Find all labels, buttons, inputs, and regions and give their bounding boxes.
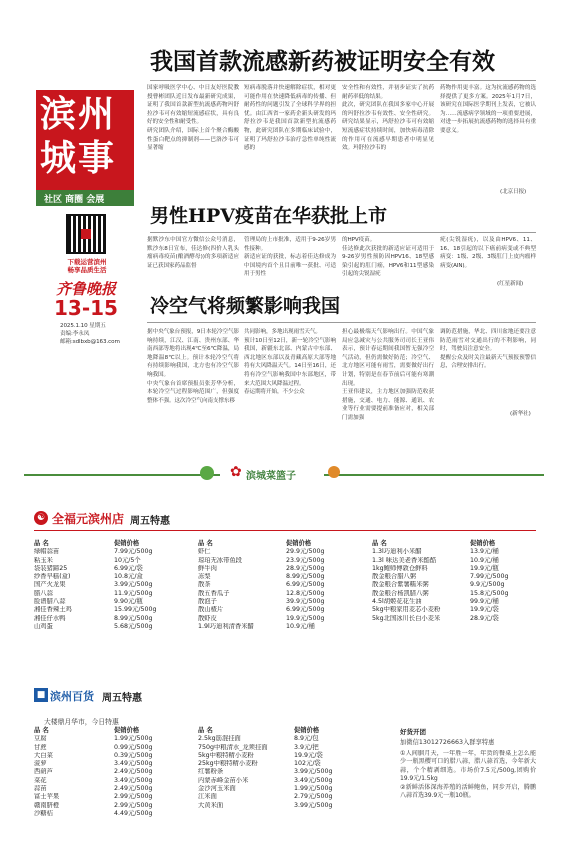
table-row bbox=[198, 735, 366, 743]
item-price: 8.9元/包 bbox=[294, 735, 319, 743]
item-price: 6.99元/袋 bbox=[114, 564, 143, 572]
item-price: 39.9元/500g bbox=[286, 598, 325, 606]
store2-note: 大楼鼎月华市，今日特惠 bbox=[44, 718, 119, 726]
item-name: 散金粮合腊八粥 bbox=[372, 573, 417, 581]
store2-logo-icon: ■ bbox=[34, 688, 48, 702]
item-name: 金沙河玉米面 bbox=[198, 785, 236, 793]
item-price: 3.9元/把 bbox=[294, 743, 319, 751]
item-price: 13.9元/桶 bbox=[470, 548, 499, 556]
qr-code[interactable] bbox=[66, 214, 106, 254]
store1-rule bbox=[34, 530, 536, 531]
item-name: 湘佳仔水鸭 bbox=[34, 614, 66, 622]
item-price: 19.9元/袋 bbox=[294, 751, 323, 759]
table-row bbox=[34, 557, 194, 565]
basket-banner bbox=[24, 458, 544, 492]
item-name: 菜花 bbox=[34, 776, 47, 784]
item-price: 2.49元/500g bbox=[114, 768, 153, 776]
article3-rule bbox=[147, 322, 536, 323]
item-name: 25kg中粮特精小麦粉 bbox=[198, 760, 258, 768]
table-row bbox=[198, 615, 358, 623]
item-price: 8.99元/500g bbox=[114, 614, 153, 622]
item-name: 1.3l巧迪利小米醋 bbox=[372, 548, 422, 556]
table-row bbox=[198, 777, 366, 785]
header-price: 促销价格 bbox=[114, 540, 140, 547]
article3-col4: 调防范措施，华北、四川盆地还要注意防范雨雪对交通出行的不利影响，同时，驾驶员注意安全。 提醒公众及时关注最新天气预报预警信息，合理安排出行。 bbox=[440, 329, 536, 370]
item-price: 2.79元/500g bbox=[294, 793, 333, 801]
item-name: 5kg中粮家用麦芯小麦粉 bbox=[372, 606, 441, 614]
table-row bbox=[34, 590, 194, 598]
table-row bbox=[198, 623, 358, 631]
item-price: 2.49元/500g bbox=[114, 785, 153, 793]
header-name: 品 名 bbox=[198, 727, 213, 734]
item-price: 28.9元/500g bbox=[286, 564, 325, 572]
paper-name-logo: 齐鲁晚报 bbox=[56, 280, 117, 298]
store1-table-col3 bbox=[372, 540, 538, 623]
table-row bbox=[34, 777, 194, 785]
item-name: 大白菜 bbox=[34, 751, 53, 759]
header-name: 品 名 bbox=[34, 540, 49, 547]
store1-special: 周五特惠 bbox=[130, 516, 170, 527]
article2-col1: 据默沙东中国官方微信公众号消息，默沙东8日宣布，佳达修(四价人乳头瘤病毒疫苗(酿酒酵母))的多项新适应证已获国家药品监督 bbox=[147, 237, 239, 269]
item-name: 散虾皮 bbox=[198, 614, 217, 622]
item-name: 5kg中粮特精小麦粉 bbox=[198, 751, 254, 759]
item-name: 山鸡蛋 bbox=[34, 622, 53, 630]
masthead-word: 城事 bbox=[40, 137, 117, 179]
basket-icon: ✿ bbox=[230, 464, 242, 480]
table-row bbox=[198, 573, 358, 581]
item-name: 脸谱腊八蒜 bbox=[34, 598, 66, 606]
header-name: 品 名 bbox=[198, 540, 213, 547]
masthead-panel bbox=[34, 82, 138, 344]
store1-logo-icon: ☯ bbox=[34, 511, 48, 525]
article2-title: 男性HPV疫苗在华获批上市 bbox=[150, 205, 387, 227]
email: 邮箱:sdlbxb@163.com bbox=[60, 339, 120, 345]
item-price: 5.68元/500g bbox=[114, 622, 153, 630]
table-header-row bbox=[372, 540, 538, 548]
item-price: 19.9元/袋 bbox=[470, 606, 499, 614]
article2-col4: 疣(尖锐湿疣)，以及由HPV6、11、16、18引起的以下癌前病变或不典型病变：1级、2级、3级肛门上皮内瘤样病变(AIN)。 bbox=[440, 237, 536, 269]
item-price: 15.8元/500g bbox=[470, 589, 509, 597]
item-price: 15.99元/500g bbox=[114, 606, 157, 614]
item-name: 西葫芦 bbox=[34, 768, 53, 776]
item-price: 3.99元/500g bbox=[294, 801, 333, 809]
article3-col2: 共同影响，多地出现雨雪天气。 预计10日至12日，新一轮冷空气影响我国，新疆东北部、内蒙古中东部、西北地区东部以及青藏高原大部等地将有大风降温天气。14日至16日，还将有冷空气影响我国中东部地区，带来大范围大风降温过程。 春运期将开始，不少公众 bbox=[244, 329, 336, 396]
page-number: 13-15 bbox=[54, 296, 118, 320]
table-row bbox=[34, 623, 194, 631]
store1-table-col1 bbox=[34, 540, 194, 631]
article2-source: (红星新闻) bbox=[497, 281, 524, 287]
table-row bbox=[34, 802, 194, 810]
article1-source: (北京日报) bbox=[500, 189, 527, 195]
item-price: 9.9元/500g bbox=[470, 581, 505, 589]
table-row bbox=[198, 565, 358, 573]
article3-title: 冷空气将频繁影响我国 bbox=[150, 295, 341, 317]
table-row bbox=[372, 548, 538, 556]
item-name: 菠萝 bbox=[34, 760, 47, 768]
store1-table-col2 bbox=[198, 540, 358, 631]
store2-tuan-text: ①人间胭月天，一年胜一年，年货的餐桌上怎么能少一瓶黑樱可口的腊八蒜，腊八蒜首选，今年新大蒜，个个精剥细选。市场价7.5元/500g,团购价19.9元/1.5kg ②新鲜活体深海养殖的活鲜鲍鱼，同步开启，腾鹏八蒜首选39.9元一瓶10瓶。 bbox=[400, 750, 536, 800]
item-price: 1.99元/500g bbox=[114, 735, 153, 743]
editor: 责编:李永凤 bbox=[60, 331, 90, 337]
item-name: 沙糖桔 bbox=[34, 809, 53, 817]
item-name: 冻梨 bbox=[198, 573, 211, 581]
item-price: 19.9元/500g bbox=[286, 614, 325, 622]
item-price: 102元/袋 bbox=[294, 760, 321, 768]
item-name: 江米面 bbox=[198, 793, 217, 801]
item-name: 大黄米面 bbox=[198, 801, 224, 809]
table-row bbox=[34, 565, 194, 573]
item-name: 蒜苗 bbox=[34, 785, 47, 793]
item-price: 10.9元/桶 bbox=[286, 622, 315, 630]
header-price: 促销价格 bbox=[114, 727, 140, 734]
item-name: 纱香早糕(盒) bbox=[34, 573, 71, 581]
item-name: 腊八蒜 bbox=[34, 589, 53, 597]
article2-col3: 的HPV疫苗。 佳达修此次获批的新适应证可适用于9-26岁男性预防因HPV16、18型感染引起的肛门癌，HPV6和11型感染引起的尖锐湿疣 bbox=[342, 237, 434, 278]
item-price: 29.9元/500g bbox=[286, 548, 325, 556]
item-name: 富士苹果 bbox=[34, 793, 60, 801]
store2-special: 周五特惠 bbox=[102, 693, 142, 704]
item-name: 750g中粮清水_龙须挂面 bbox=[198, 743, 268, 751]
item-name: 国产火龙果 bbox=[34, 581, 66, 589]
item-name: 散泡子 bbox=[198, 598, 217, 606]
item-price: 3.49元/500g bbox=[294, 776, 333, 784]
table-row bbox=[198, 548, 358, 556]
header-price: 促销价格 bbox=[470, 540, 496, 547]
qr-caption: 下载运营滨州 畅享品质生活 bbox=[67, 258, 107, 274]
table-row bbox=[372, 606, 538, 614]
store2-table-col1 bbox=[34, 727, 194, 818]
item-price: 2.99元/500g bbox=[114, 801, 153, 809]
item-price: 6.99元/500g bbox=[286, 606, 325, 614]
item-name: 鲜牛肉 bbox=[198, 564, 217, 572]
item-price: 10元/5个 bbox=[114, 556, 141, 564]
article2-rule bbox=[150, 232, 536, 233]
item-name: 散五香瓜子 bbox=[198, 589, 230, 597]
table-row bbox=[34, 735, 194, 743]
table-row bbox=[372, 557, 538, 565]
item-name: 袋装猪蹄25 bbox=[34, 564, 68, 572]
table-row bbox=[34, 752, 194, 760]
masthead-section: 社区 商圈 会展 bbox=[44, 195, 105, 205]
masthead-city: 滨州 bbox=[40, 93, 117, 135]
item-price: 10.9元/桶 bbox=[470, 556, 499, 564]
item-price: 3.49元/500g bbox=[114, 776, 153, 784]
article1-col3: 安全性和有效性，并初步证实了抗药耐药率低的结果。 此次，研究团队在我国多家中心开展的玛舒拉沙韦有效性、安全性研究。研究结果显示，玛舒拉沙韦可有效缩短流感症状持续时间，加快病毒清除的作用可在流感早期患者中明显见效。玛舒拉沙韦的 bbox=[342, 85, 434, 152]
store2-name: 滨州百货 bbox=[50, 690, 94, 703]
item-name: 粘玉米 bbox=[34, 556, 53, 564]
item-price: 0.39元/500g bbox=[114, 751, 153, 759]
table-row bbox=[34, 768, 194, 776]
basket-vegetable-icon bbox=[200, 466, 214, 480]
item-name: 散金粮合紫薯糯米粥 bbox=[372, 581, 429, 589]
table-row bbox=[34, 548, 194, 556]
table-row bbox=[34, 615, 194, 623]
table-header-row bbox=[198, 540, 358, 548]
item-price: 28.9元/袋 bbox=[470, 614, 499, 622]
article1-rule bbox=[150, 80, 536, 81]
item-name: 红薯粉条 bbox=[198, 768, 224, 776]
item-name: 内蒙赤峰金苗小米 bbox=[198, 776, 249, 784]
table-row bbox=[372, 565, 538, 573]
item-name: 散金粮合杨凯腊八粥 bbox=[372, 589, 429, 597]
table-row bbox=[198, 752, 366, 760]
item-price: 8.99元/500g bbox=[286, 573, 325, 581]
table-row bbox=[198, 793, 366, 801]
store2-tuan-wechat: 加微信13012726663入群享特惠 bbox=[400, 739, 495, 746]
table-row bbox=[372, 615, 538, 623]
header-name: 品 名 bbox=[34, 727, 49, 734]
item-name: 5kg北国冰川长白小麦米 bbox=[372, 614, 441, 622]
article1-col4: 药物作用更丰富。这为抗流感药物的选择提供了更多方案。2025年1月7日，该研究在国际医学期刊上发表，它被认为……流感病学领域的一项重要进展，对进一步拓展抗流感药物的选择具有重要意义。 bbox=[440, 85, 536, 134]
item-price: 2.99元/500g bbox=[114, 793, 153, 801]
store2-table-col2 bbox=[198, 727, 366, 810]
item-price: 7.99元/500g bbox=[114, 548, 153, 556]
header-price: 促销价格 bbox=[294, 727, 320, 734]
basket-label: 滨城菜篮子 bbox=[246, 471, 296, 482]
article3-source: (新华社) bbox=[510, 411, 531, 417]
item-name: 1.3l 味达美老香米酷酷 bbox=[372, 556, 437, 564]
header-name: 品 名 bbox=[372, 540, 387, 547]
item-name: 1kg鲍师傅敦仓鲜料 bbox=[372, 564, 428, 572]
table-row bbox=[372, 573, 538, 581]
item-name: 2.5kg筋混挂面 bbox=[198, 735, 241, 743]
header-price: 促销价格 bbox=[286, 540, 312, 547]
item-name: 湘佳香辣土鸡 bbox=[34, 606, 72, 614]
table-row bbox=[372, 598, 538, 606]
table-row bbox=[198, 606, 358, 614]
table-row bbox=[372, 581, 538, 589]
table-row bbox=[198, 744, 366, 752]
table-row bbox=[34, 581, 194, 589]
table-row bbox=[34, 793, 194, 801]
table-row bbox=[198, 581, 358, 589]
issue-date: 2025.1.10 星期五 bbox=[60, 323, 106, 329]
item-name: 绿帽蒜苗 bbox=[34, 548, 60, 556]
table-row bbox=[198, 598, 358, 606]
item-price: 9.90元/瓶 bbox=[114, 598, 143, 606]
table-row bbox=[198, 590, 358, 598]
item-price: 3.99元/500g bbox=[114, 581, 153, 589]
item-price: 23.9元/500g bbox=[286, 556, 325, 564]
basket-fruit-icon bbox=[328, 466, 340, 478]
article2-col2: 管理局的上市批准，适用于9-26岁男性接种。 新适应证的获批，标志着佳达修成为中国境内首个且目前唯一获批、可适用于男性 bbox=[244, 237, 336, 278]
item-name: 4.5l胡姬花花生油 bbox=[372, 598, 422, 606]
article1-col2: 短病毒脱落并快速解除症状，相对更可能作用在快速降低病毒的传播、但耐药性的问题引发了全球科学界的担忧。由江西省一家药企新头研发的玛舒拉沙韦是我国首款新型抗流感药物，此研究团队在多期临床试验中，证明了玛舒拉沙韦治疗急性单纯性流感的 bbox=[244, 85, 336, 152]
item-name: 散山楂片 bbox=[198, 606, 224, 614]
table-row bbox=[372, 590, 538, 598]
item-name: 虾仁 bbox=[198, 548, 211, 556]
item-price: 4.49元/500g bbox=[114, 809, 153, 817]
item-price: 7.99元/500g bbox=[470, 573, 509, 581]
article1-col1: 国家呼吸医学中心、中日友好医院教授曹彬团队近日发布最新研究成果，证明了我国首款新型抗流感药物玛舒拉沙韦可有效缩短流感症状，具有良好的安全性和耐受性。 研究团队介绍，国际上首个聚合酶酸性蛋白靶点的抑制剂——巴洛沙韦可显著缩 bbox=[147, 85, 239, 152]
article3-col1: 据中央气象台预报，9日本轮冷空气影响持续，江汉、江南、贵州东部、华南西部等地将出现4℃至6℃降温，局地降温8℃以上。预计本轮冷空气将有持续影响我国，北方也有冷空气影响我国。 中央气象台首席预报员张芳华分析，本轮冷空气过程影响范围广，但强度整体不强。这次冷空气向南支撑东移 bbox=[147, 329, 239, 404]
table-row bbox=[34, 606, 194, 614]
item-name: 琼珀无冰带鱼段 bbox=[198, 556, 243, 564]
item-price: 12.8元/500g bbox=[286, 589, 325, 597]
item-name: 甘蔗 bbox=[34, 743, 47, 751]
store1-name: 全福元滨州店 bbox=[52, 512, 125, 526]
item-price: 11.9元/500g bbox=[114, 589, 153, 597]
article3-col3: 担心最极端天气影响出行。中国气象局应急减灾与公共服务司司长王亚伟表示，预计春运期间我国暂无强冷空气活动，但仍需做好防范；冷空气、北方地区可能有雨雪，需要做好出行计划，特别是在春节前后可能有寒潮出现。 王亚伟建议，主力地区加强防范收获措施，交通、电力、能源、通讯、农业等行业需要提前准备应对，相关部门需加强 bbox=[342, 329, 434, 421]
item-name: 赣南脐橙 bbox=[34, 801, 60, 809]
item-price: 1.99元/500g bbox=[294, 785, 333, 793]
item-price: 0.99元/500g bbox=[114, 743, 153, 751]
table-row bbox=[34, 744, 194, 752]
item-name: 1.9l巧迪利清香米醋 bbox=[198, 622, 254, 630]
table-row bbox=[198, 760, 366, 768]
table-row bbox=[198, 785, 366, 793]
table-row bbox=[198, 768, 366, 776]
item-name: 散茶 bbox=[198, 581, 211, 589]
item-price: 10.8元/盒 bbox=[114, 573, 143, 581]
table-row bbox=[34, 810, 194, 818]
item-price: 3.99元/500g bbox=[294, 768, 333, 776]
item-name: 豆腐 bbox=[34, 735, 47, 743]
store2-tuan-header: 好货开团 bbox=[400, 728, 426, 736]
item-price: 6.99元/500g bbox=[286, 581, 325, 589]
table-row bbox=[198, 802, 366, 810]
item-price: 99.9元/桶 bbox=[470, 598, 499, 606]
table-row bbox=[198, 557, 358, 565]
table-header-row bbox=[198, 727, 366, 735]
article1-title: 我国首款流感新药被证明安全有效 bbox=[150, 48, 495, 75]
item-price: 19.9元/瓶 bbox=[470, 564, 499, 572]
item-price: 3.49元/500g bbox=[114, 760, 153, 768]
